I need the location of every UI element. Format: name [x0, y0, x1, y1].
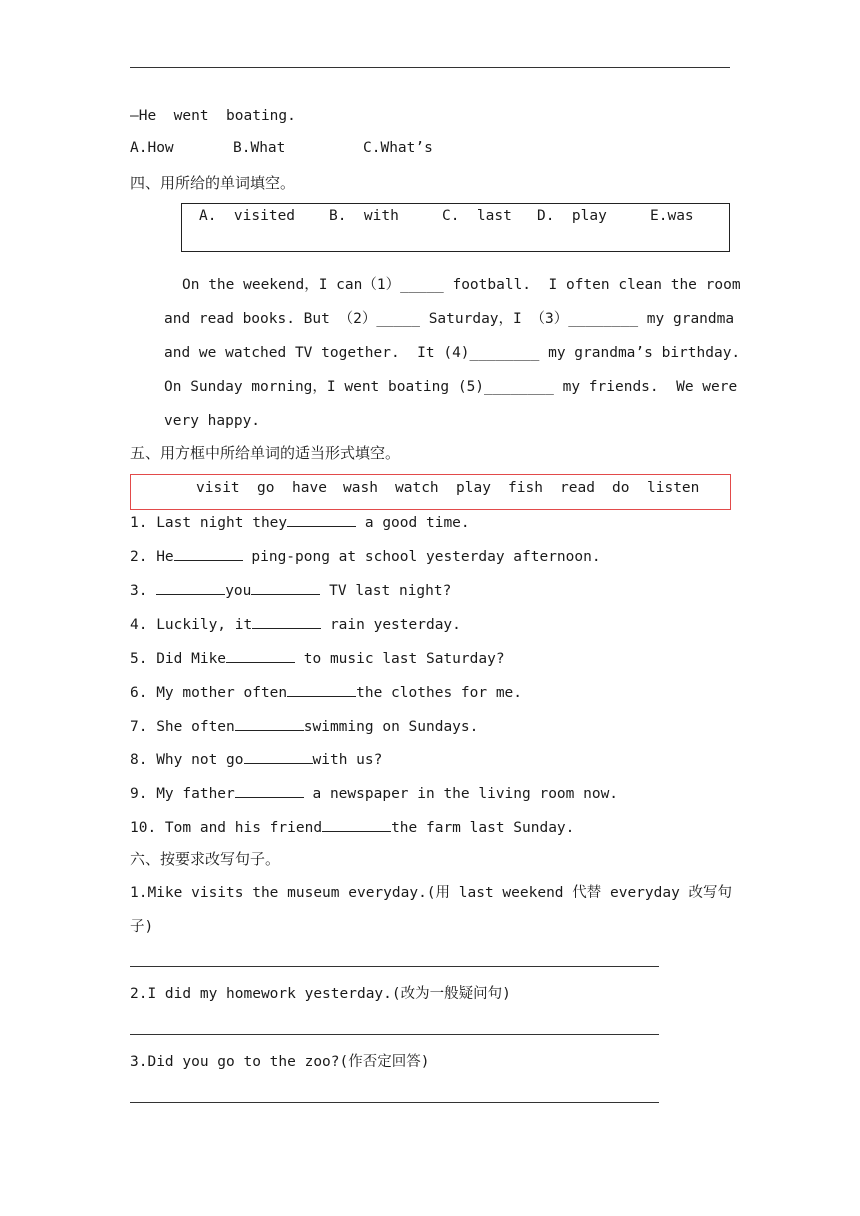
word-box-item: wash: [343, 480, 378, 496]
word-box-item: go: [257, 480, 275, 496]
option-b: B.What: [233, 140, 286, 156]
rewrite-q2: 2.I did my homework yesterday.(改为一般疑问句): [130, 986, 511, 1002]
word-box-item: watch: [395, 480, 439, 496]
word-box-item: visit: [196, 480, 240, 496]
rewrite-q1-line2: 子): [130, 919, 154, 935]
fill-item-9: 9. My father a newspaper in the living room now.: [130, 783, 618, 804]
answer-blank[interactable]: [287, 512, 356, 527]
word-box-item: play: [456, 480, 491, 496]
word-box-item: have: [292, 480, 327, 496]
word-box-item: D. play: [537, 208, 607, 224]
fill-item-3: 3. you TV last night?: [130, 580, 451, 601]
word-box-item: E.was: [650, 208, 694, 224]
passage-line: On Sunday morning，I went boating (5)________ my friends. We were: [164, 379, 738, 395]
fill-item-6: 6. My mother often the clothes for me.: [130, 682, 522, 703]
answer-line-1[interactable]: [130, 966, 659, 967]
word-box-item: do: [612, 480, 630, 496]
section5-word-box: [130, 474, 731, 510]
section4-heading: 四、用所给的单词填空。: [130, 174, 296, 192]
word-box-item: A. visited: [199, 208, 296, 224]
fill-item-10: 10. Tom and his friend the farm last Sunday.: [130, 817, 574, 838]
answer-blank[interactable]: [235, 783, 304, 798]
word-box-item: fish: [508, 480, 543, 496]
fill-item-8: 8. Why not go with us?: [130, 749, 382, 770]
section6-heading: 六、按要求改写句子。: [130, 850, 281, 868]
section5-heading: 五、用方框中所给单词的适当形式填空。: [130, 444, 401, 462]
answer-blank[interactable]: [251, 580, 320, 595]
passage-line: On the weekend，I can（1）_____ football. I often clean the room: [182, 277, 741, 293]
fill-item-5: 5. Did Mike to music last Saturday?: [130, 648, 505, 669]
prev-answer-text: —He went boating.: [130, 108, 296, 124]
word-box-item: C. last: [442, 208, 512, 224]
option-a: A.How: [130, 140, 174, 156]
header-rule: [130, 67, 730, 68]
answer-blank[interactable]: [287, 682, 356, 697]
word-box-item: B. with: [329, 208, 399, 224]
answer-blank[interactable]: [226, 648, 295, 663]
rewrite-q1-line1: 1.Mike visits the museum everyday.(用 last weekend 代替 everyday 改写句: [130, 885, 733, 901]
answer-blank[interactable]: [174, 546, 243, 561]
answer-blank[interactable]: [156, 580, 225, 595]
passage-line: very happy.: [164, 413, 261, 429]
answer-blank[interactable]: [252, 614, 321, 629]
option-c: C.What’s: [363, 140, 433, 156]
word-box-item: listen: [647, 480, 700, 496]
fill-item-1: 1. Last night they a good time.: [130, 512, 470, 533]
answer-blank[interactable]: [235, 716, 304, 731]
rewrite-q3: 3.Did you go to the zoo?(作否定回答): [130, 1054, 430, 1070]
fill-item-7: 7. She often swimming on Sundays.: [130, 716, 478, 737]
answer-line-2[interactable]: [130, 1034, 659, 1035]
passage-line: and we watched TV together. It (4)________ my grandma’s birthday.: [164, 345, 741, 361]
section4-word-box: [181, 203, 730, 252]
fill-item-4: 4. Luckily, it rain yesterday.: [130, 614, 461, 635]
fill-item-2: 2. He ping-pong at school yesterday afternoon.: [130, 546, 601, 567]
passage-line: and read books. But （2）_____ Saturday，I （3）________ my grandma: [164, 311, 735, 327]
answer-line-3[interactable]: [130, 1102, 659, 1103]
answer-blank[interactable]: [322, 817, 391, 832]
answer-blank[interactable]: [244, 749, 313, 764]
word-box-item: read: [560, 480, 595, 496]
